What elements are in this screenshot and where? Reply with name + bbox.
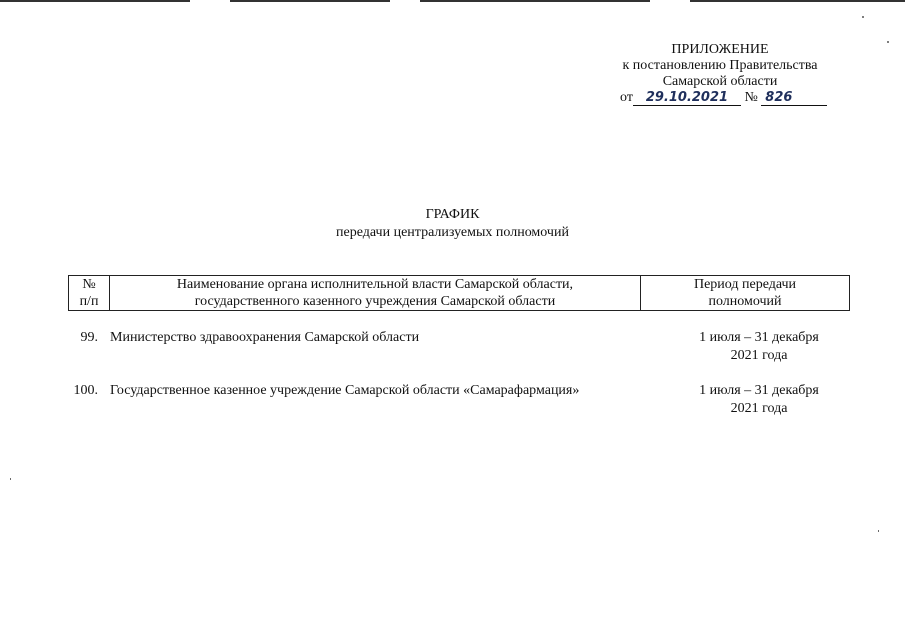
handwritten-number: 826 xyxy=(761,90,827,106)
appendix-date-line xyxy=(620,90,840,106)
appendix-block xyxy=(600,42,840,106)
header-period: Период передачи полномочий xyxy=(641,276,850,311)
row-name: Государственное казенное учреждение Самарской области «Самарафармация» xyxy=(110,383,580,398)
row-number: 100. xyxy=(73,383,98,398)
document-subtitle: передачи централизуемых полномочий xyxy=(336,225,569,240)
row-name: Министерство здравоохранения Самарской области xyxy=(110,330,420,345)
scan-speck xyxy=(878,530,879,532)
row-period: 1 июля – 31 декабря 2021 года xyxy=(699,383,819,416)
appendix-title: ПРИЛОЖЕНИЕ xyxy=(671,42,769,57)
scan-speck xyxy=(10,478,11,480)
scan-speck xyxy=(887,41,889,43)
appendix-line-1: к постановлению Правительства xyxy=(622,58,818,73)
scan-speck xyxy=(862,16,864,18)
handwritten-date: 29.10.2021 xyxy=(633,90,741,106)
row-number: 99. xyxy=(80,330,98,345)
appendix-line-2: Самарской области xyxy=(662,74,778,89)
document-title: ГРАФИК xyxy=(425,207,480,222)
date-prefix: от xyxy=(620,90,633,105)
number-prefix: № xyxy=(744,90,758,105)
header-name: Наименование органа исполнительной власти Самарской области, государственного казенного учреждения Самарской области xyxy=(110,276,641,311)
table-header xyxy=(68,275,850,311)
scan-top-edge xyxy=(0,0,905,2)
row-period: 1 июля – 31 декабря 2021 года xyxy=(699,330,819,363)
header-num: № п/п xyxy=(69,276,110,311)
